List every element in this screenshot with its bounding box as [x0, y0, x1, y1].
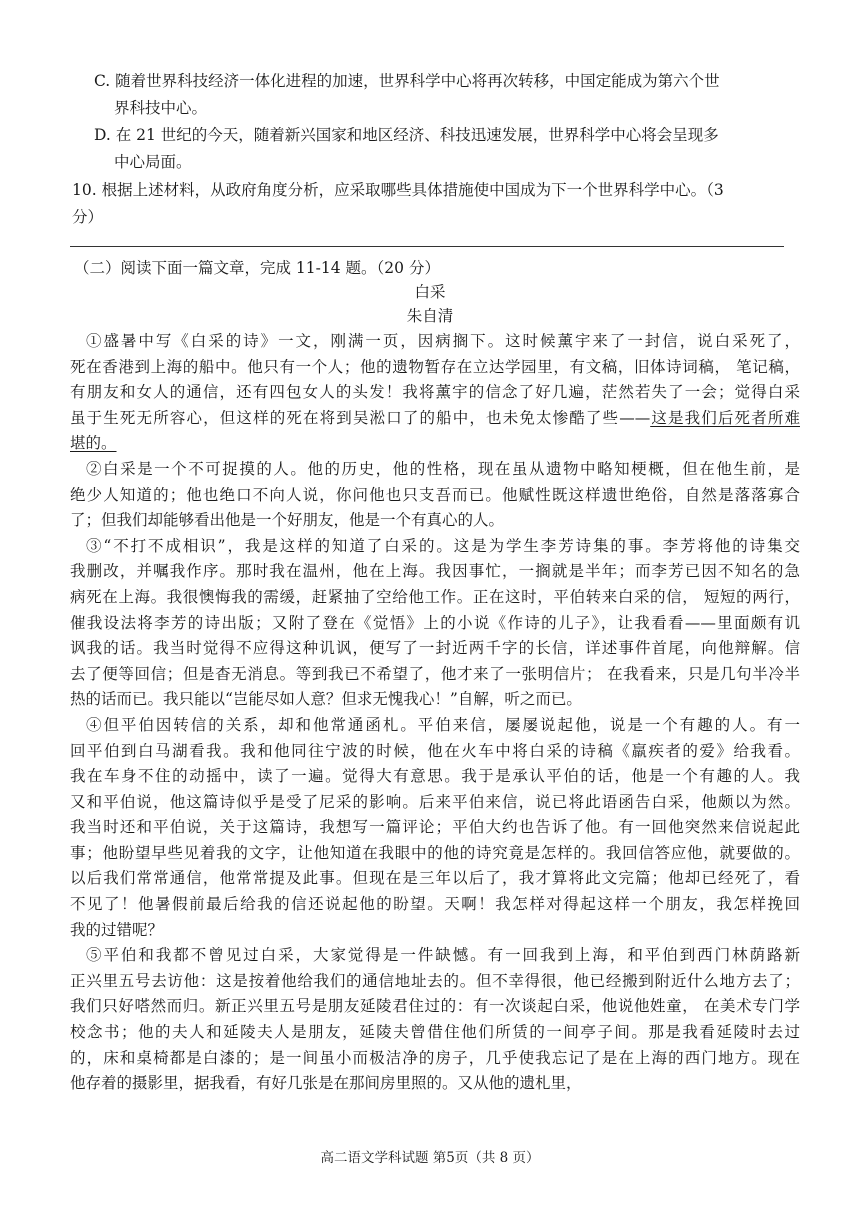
option-d-line2: 中心局面。 — [114, 153, 192, 171]
article-line: 他存着的摄影里，据我看，有好几张是在那间房里照的。又从他的遗札里， — [70, 1074, 582, 1093]
article-line: 我删改，并嘱我作序。那时我在温州，他在上海。我因事忙，一搁就是半年；而李芳已因不知名的急 — [70, 562, 800, 581]
article-line: 事；他盼望早些见着我的文字，让他知道在我眼中的他的诗究竟是怎样的。我回信答应他，就要做的。 — [70, 843, 800, 862]
article-line: 我在车身不住的动摇中，读了一遍。觉得大有意思。我于是承认平伯的话，他是一个有趣的人。我 — [70, 767, 800, 786]
article-line: 病死在上海。我很懊悔我的需缓，赶紧抽了空给他工作。正在这时，平伯转来白采的信， 短短的两行， — [70, 587, 800, 606]
article-line: 去了便等回信；但是杳无消息。等到我已不希望了，他才来了一张明信片； 在我看来，只是几句半冷半 — [70, 664, 800, 683]
article-line: 绝少人知道的；他也绝口不向人说，你问他也只支吾而已。他赋性既这样遗世绝俗，自然是落落寡合 — [70, 485, 800, 504]
option-d — [94, 122, 794, 176]
article-line: ②白采是一个不可捉摸的人。他的历史，他的性格，现在虽从遗物中略知梗概，但在他生前，是 — [86, 459, 800, 478]
article-line: 我的过错呢？ — [70, 920, 164, 939]
article-line: ③“不打不成相识”，我是这样的知道了白采的。这是为学生李芳诗集的事。李芳将他的诗集交 — [86, 536, 800, 555]
article-line: 的，床和桌椅都是白漆的；是一间虽小而极洁净的房子，几乎使我忘记了是在上海的西门地方。现在 — [70, 1048, 800, 1067]
option-d-line1: D. 在 21 世纪的今天，随着新兴国家和地区经济、科技迅速发展，世界科学中心将会呈现多 — [94, 126, 719, 144]
option-c — [94, 68, 794, 122]
article-line: ⑤平伯和我都不曾见过白采，大家觉得是一件缺憾。有一回我到上海，和平伯到西门林荫路新 — [86, 946, 800, 965]
article-line-with-underline — [70, 406, 800, 432]
option-c-line1: C. 随着世界科技经济一体化进程的加速，世界科学中心将再次转移，中国定能成为第六个世 — [94, 72, 720, 90]
underlined-sentence-part2: 堪的。 — [70, 434, 117, 453]
article-body — [70, 329, 800, 1097]
option-c-line2: 界科技中心。 — [114, 99, 208, 117]
article-line: 了；但我们却能够看出他是一个好朋友，他是一个有真心的人。 — [70, 511, 505, 530]
article-line: 以后我们常常通信，他常常提及此事。但现在是三年以后了，我才算将此文完篇；他却已经死了，看 — [70, 869, 800, 888]
article-line: 热的话而已。我只能以“岂能尽如人意？但求无愧我心！”自解，听之而已。 — [70, 690, 582, 709]
article-line: 不见了！他暑假前最后给我的信还说起他的盼望。天啊！我怎样对得起这样一个朋友，我怎样挽回 — [70, 895, 800, 914]
divider-line — [70, 246, 784, 247]
article-line: ④但平伯因转信的关系，却和他常通函札。平伯来信，屡屡说起他，说是一个有趣的人。有一 — [86, 715, 800, 734]
article-line: 有朋友和女人的通信，还有四包女人的头发！我将薰宇的信念了好几遍，茫然若失了一会；觉得白采 — [70, 383, 800, 402]
article-line: 校念书；他的夫人和延陵夫人是朋友，延陵夫曾借住他们所赁的一间亭子间。那是我看延陵时去过 — [70, 1023, 800, 1042]
section-heading: （二）阅读下面一篇文章，完成 11-14 题。（20 分） — [74, 259, 440, 277]
article-line: 回平伯到白马湖看我。我和他同往宁波的时候，他在火车中将白采的诗稿《羸疾者的爱》给我看。 — [70, 741, 800, 760]
article-title: 白采 — [414, 283, 446, 301]
article-line: 我当时还和平伯说，关于这篇诗，我想写一篇评论；平伯大约也告诉了他。有一回他突然来信说起此 — [70, 818, 800, 837]
article-line: 正兴里五号去访他：这是按着他给我们的通信地址去的。但不幸得很，他已经搬到附近什么地方去了； — [70, 971, 800, 990]
article-line-text: 虽于生死无所容心，但这样的死在将到吴淞口了的船中，也未免太惨酷了些—— — [70, 408, 651, 427]
page-footer: 高二语文学科试题 第5页（共 8 页） — [320, 1150, 540, 1166]
article-line: 我们只好嗒然而归。新正兴里五号是朋友延陵君住过的：有一次谈起白采，他说他姓童， 在美术专门学 — [70, 997, 800, 1016]
article-line: 催我设法将李芳的诗出版；又附了登在《觉悟》上的小说《作诗的儿子》，让我看看——里面颇有讥 — [70, 613, 800, 632]
article-author: 朱自清 — [406, 307, 454, 325]
article-line: 死在香港到上海的船中。他只有一个人；他的遗物暂存在立达学园里，有文稿，旧体诗词稿， 笔记稿， — [70, 357, 800, 376]
question-10-line1: 10. 根据上述材料，从政府角度分析，应采取哪些具体措施使中国成为下一个世界科学中心。（3 — [72, 181, 724, 199]
article-line — [70, 431, 800, 457]
article-line: ①盛暑中写《白采的诗》一文，刚满一页，因病搁下。这时候薰宇来了一封信，说白采死了， — [86, 332, 800, 350]
question-10-line2: 分） — [72, 208, 104, 226]
underlined-sentence-part1: 这是我们后死者所难 — [650, 408, 800, 427]
question-10 — [72, 177, 788, 231]
article-line: 讽我的话。我当时觉得不应得这种讥讽，便写了一封近两千字的长信，详述事件首尾，向他辩解。信 — [70, 639, 800, 658]
article-line: 又和平伯说，他这篇诗似乎是受了尼采的影响。后来平伯来信，说已将此语函告白采，他颇以为然。 — [70, 792, 800, 811]
